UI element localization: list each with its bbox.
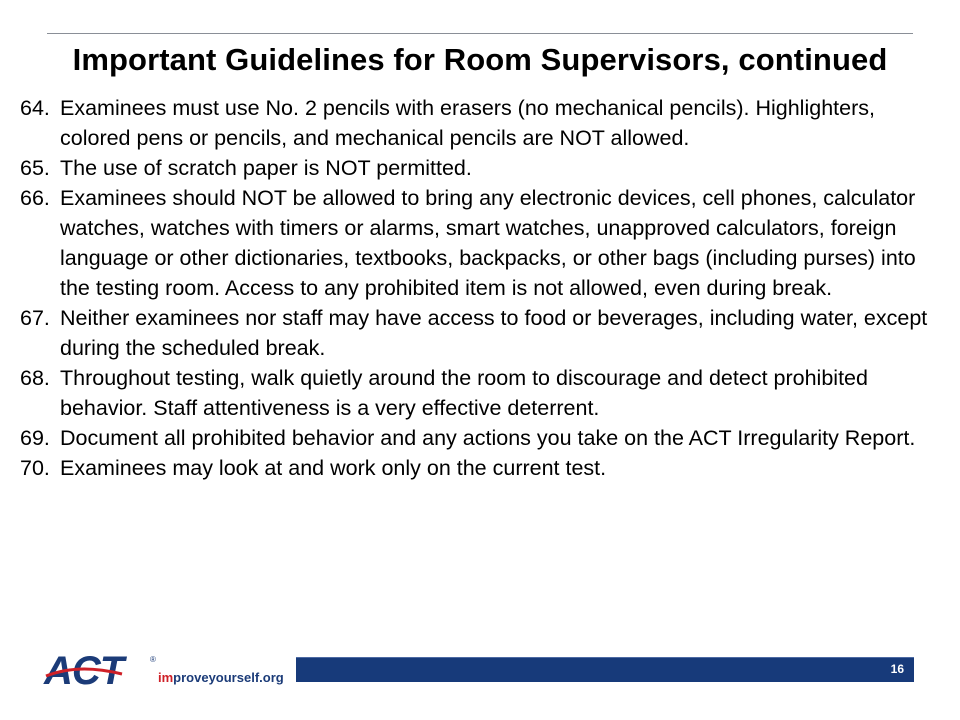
item-number: 70. [20,456,50,480]
item-number: 67. [20,306,50,330]
item-number: 69. [20,426,50,450]
item-text: Examinees may look at and work only on the current test. [60,456,607,480]
list-item [20,423,945,453]
list-item [20,363,945,423]
list-item [20,303,945,363]
item-text: Examinees must use No. 2 pencils with erasers (no mechanical pencils). Highlighters, colored pens or pencils, and mechanical pencils are NOT allowed. [60,96,875,150]
act-wordmark: ACT [44,649,124,692]
item-text: Throughout testing, walk quietly around the room to discourage and detect prohibited behavior. Staff attentiveness is a very effective deterrent. [60,366,868,420]
list-item [20,453,945,483]
item-number: 65. [20,156,50,180]
logo-tagline [158,670,284,685]
footer-bar [296,657,914,682]
list-item [20,93,945,153]
item-text: The use of scratch paper is NOT permitted. [60,156,472,180]
item-number: 68. [20,366,50,390]
list-item [20,153,945,183]
page-number: 16 [890,662,904,676]
act-logo [42,648,292,692]
item-text: Examinees should NOT be allowed to bring any electronic devices, cell phones, calculator watches, watches with timers or alarms, smart watches, unapproved calculators, foreign language or other dictionaries, textbooks, backpacks, or other bags (including purses) into the testing room. Access to any prohibited item is not allowed, even during break. [60,186,916,300]
top-divider [47,33,913,34]
item-number: 66. [20,186,50,210]
item-text: Document all prohibited behavior and any actions you take on the ACT Irregularity Report. [60,426,916,450]
tagline-rest: proveyourself.org [173,670,284,685]
item-number: 64. [20,96,50,120]
slide-title: Important Guidelines for Room Supervisors, continued [72,42,888,77]
guidelines-list [20,93,945,483]
tagline-prefix: im [158,670,174,685]
registered-mark: ® [150,655,156,664]
list-item [20,183,945,303]
item-text: Neither examinees nor staff may have access to food or beverages, including water, except during the scheduled break. [60,306,928,360]
